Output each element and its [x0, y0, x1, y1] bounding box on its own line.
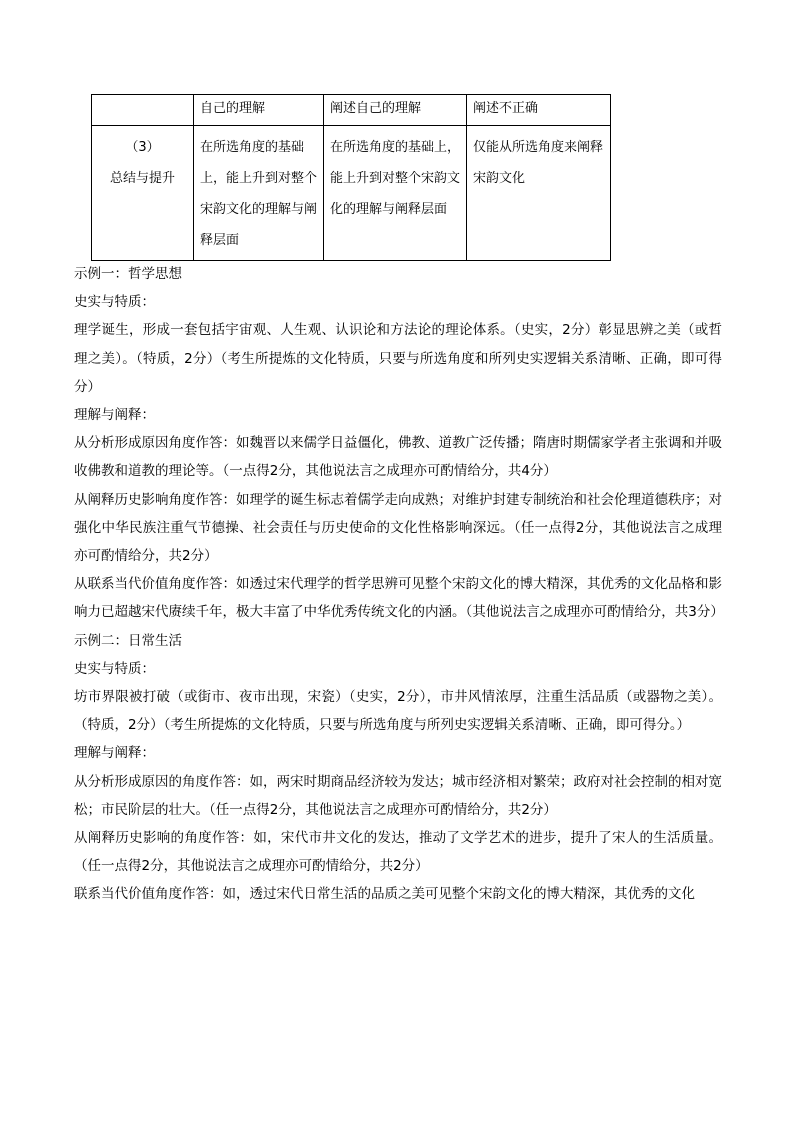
header-cell-incorrect-explanation: 阐述不正确: [467, 95, 611, 126]
paragraph: 从联系当代价值角度作答：如透过宋代理学的哲学思辨可见整个宋韵文化的博大精深，其优秀的文化品格和影响力已超越宋代赓续千年，极大丰富了中华优秀传统文化的内涵。（其他说法言之成理亦可酌情给分，共3分）: [74, 576, 724, 621]
row-label-number: （3）: [125, 140, 160, 155]
header-cell-own-understanding: 自己的理解: [194, 95, 324, 126]
section-heading-facts: 史实与特质：: [74, 294, 155, 311]
paragraph: 理学诞生，形成一套包括宇宙观、人生观、认识论和方法论的理论体系。（史实，2分）彰显思辨之美（或哲理之美）。（特质，2分）（考生所提炼的文化特质，只要与所选角度和所列史实逻辑关系清晰、正确，即可得分）: [74, 322, 722, 395]
answer-body: [74, 260, 722, 909]
paragraph: 从阐释历史影响的角度作答：如，宋代市井文化的发达，推动了文学艺术的进步，提升了宋人的生活质量。（任一点得2分，其他说法言之成理亦可酌情给分，共2分）: [74, 830, 722, 875]
scoring-rubric-table: [91, 94, 611, 261]
paragraph: 从阐释历史影响角度作答：如理学的诞生标志着儒学走向成熟；对维护封建专制统治和社会伦理道德秩序；对强化中华民族注重气节德操、社会责任与历史使命的文化性格影响深远。（任一点得2分，其他说法言之成理亦可酌情给分，共2分）: [74, 491, 722, 565]
row-label-cell: [92, 126, 194, 261]
paragraph: 坊市界限被打破（或街市、夜市出现，宋瓷）（史实，2分），市井风情浓厚，注重生活品质（或器物之美）。（特质，2分）（考生所提炼的文化特质，只要与所选角度与所列史实逻辑关系清晰、正确，即可得分。）: [74, 689, 722, 734]
paragraph: 从分析形成原因角度作答：如魏晋以来儒学日益僵化，佛教、道教广泛传播；隋唐时期儒家学者主张调和并吸收佛教和道教的理论等。（一点得2分，其他说法言之成理亦可酌情给分，共4分）: [74, 435, 722, 480]
section-heading-understanding: 理解与阐释：: [74, 745, 155, 762]
paragraph: 从分析形成原因的角度作答：如，两宋时期商品经济较为发达；城市经济相对繁荣；政府对社会控制的相对宽松；市民阶层的壮大。（任一点得2分，其他说法言之成理亦可酌情给分，共2分）: [74, 773, 722, 818]
section-heading-understanding: 理解与阐释：: [74, 407, 155, 424]
table-cell: 仅能从所选角度来阐释宋韵文化: [467, 126, 611, 261]
table-cell: 在所选角度的基础上，能上升到对整个宋韵文化的理解与阐释层面: [324, 126, 467, 261]
paragraph: 联系当代价值角度作答：如，透过宋代日常生活的品质之美可见整个宋韵文化的博大精深，其优秀的文化: [74, 886, 695, 903]
header-cell-explain-understanding: 阐述自己的理解: [324, 95, 467, 126]
header-cell-empty: [92, 95, 194, 126]
section-heading-facts: 史实与特质：: [74, 660, 155, 677]
table-header-row: [92, 95, 611, 126]
example-two-heading: 示例二：日常生活: [74, 632, 182, 649]
table-row: [92, 126, 611, 261]
example-one-heading: 示例一：哲学思想: [74, 266, 182, 282]
table-cell: 在所选角度的基础上，能上升到对整个宋韵文化的理解与阐释层面: [194, 126, 324, 261]
row-label-title: 总结与提升: [109, 171, 175, 186]
